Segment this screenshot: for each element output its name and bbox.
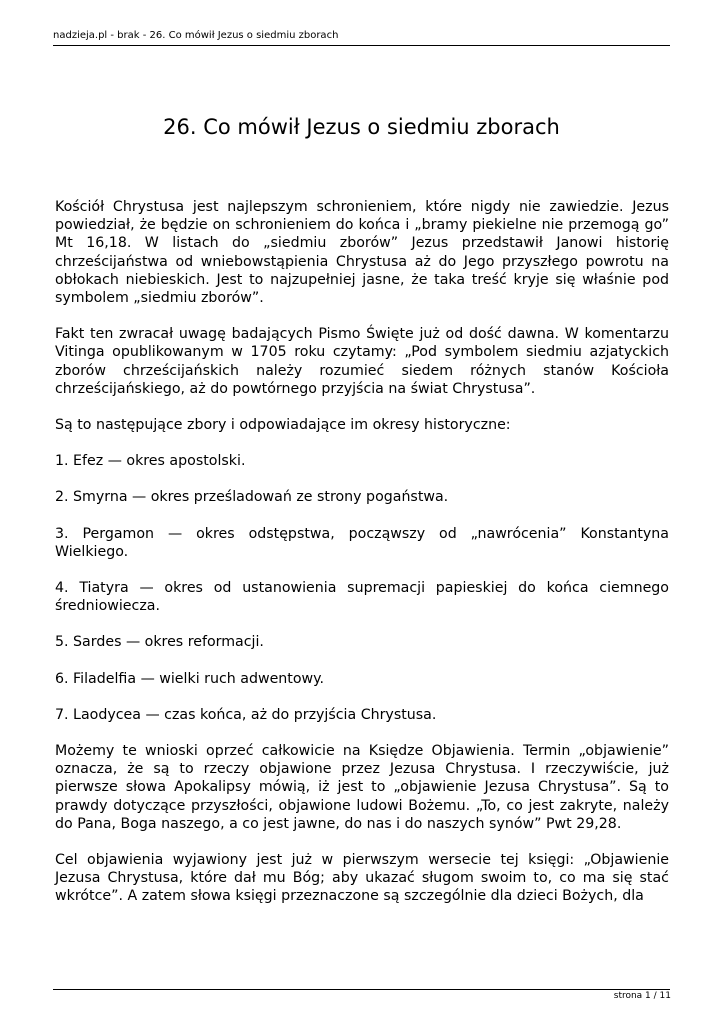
header-divider [53, 45, 670, 46]
list-item-smyrna: 2. Smyrna — okres prześladowań ze strony pogaństwa. [55, 489, 449, 506]
running-head: nadzieja.pl - brak - 26. Co mówił Jezus o siedmiu zborach [53, 30, 339, 41]
paragraph-objawienie: Możemy te wnioski oprzeć całkowicie na Księdze Objawienia. Termin „objawienie” oznacza, że są to rzeczy objawione przez Jezusa Chrystusa. I rzeczywiście, już pierwsze słowa Apokalipsy mówią, iż jest to „objawienie Jezusa Chrystusa”. Są to prawdy dotyczące przyszłości, objawione ludowi Bożemu. „To, co jest zakryte, należy do Pana, Boga naszego, a co jest jawne, do nas i do naszych synów” Pwt 29,28. [55, 743, 669, 832]
paragraph-intro: Kościół Chrystusa jest najlepszym schronieniem, które nigdy nie zawiedzie. Jezus powiedział, że będzie on schronieniem do końca i „bramy piekielne nie przemogą go” Mt 16,18. W listach do „siedmiu zborów” Jezus przedstawił Janowi historię chrześcijaństwa od wniebowstąpienia Chrystusa aż do Jego przyszłego powrotu na obłokach niebieskich. Jest to najzupełniej jasne, że taka treść kryje się właśnie pod symbolem „siedmiu zborów”. [55, 199, 669, 307]
paragraph-cel-objawienia: Cel objawienia wyjawiony jest już w pierwszym wersecie tej księgi: „Objawienie Jezusa Chrystusa, które dał mu Bóg; aby ukazać sługom swoim to, co ma się stać wkrótce”. A zatem słowa księgi przeznaczone są szczególnie dla dzieci Bożych, dla [55, 852, 669, 905]
list-item-efez: 1. Efez — okres apostolski. [55, 453, 246, 470]
footer-divider [53, 989, 670, 990]
list-item-sardes: 5. Sardes — okres reformacji. [55, 634, 264, 651]
paragraph-list-intro: Są to następujące zbory i odpowiadające im okresy historyczne: [55, 417, 511, 434]
document-title: 26. Co mówił Jezus o siedmiu zborach [163, 115, 560, 139]
document-body [55, 198, 669, 906]
paragraph-viting: Fakt ten zwracał uwagę badających Pismo Święte już od dość dawna. W komentarzu Vitinga opublikowanym w 1705 roku czytamy: „Pod symbolem siedmiu azjatyckich zborów chrześcijańskich należy rozumieć siedem różnych stanów Kościoła chrześcijańskiego, aż do powtórnego przyjścia na świat Chrystusa”. [55, 326, 669, 397]
list-item-laodycea: 7. Laodycea — czas końca, aż do przyjścia Chrystusa. [55, 706, 437, 723]
list-item-filadelfia: 6. Filadelfia — wielki ruch adwentowy. [55, 670, 325, 687]
page-number: strona 1 / 11 [613, 991, 671, 1001]
list-item-tiatyra: 4. Tiatyra — okres od ustanowienia supremacji papieskiej do końca ciemnego średniowiecza. [55, 580, 669, 615]
list-item-pergamon: 3. Pergamon — okres odstępstwa, począwszy od „nawrócenia” Konstantyna Wielkiego. [55, 525, 669, 560]
